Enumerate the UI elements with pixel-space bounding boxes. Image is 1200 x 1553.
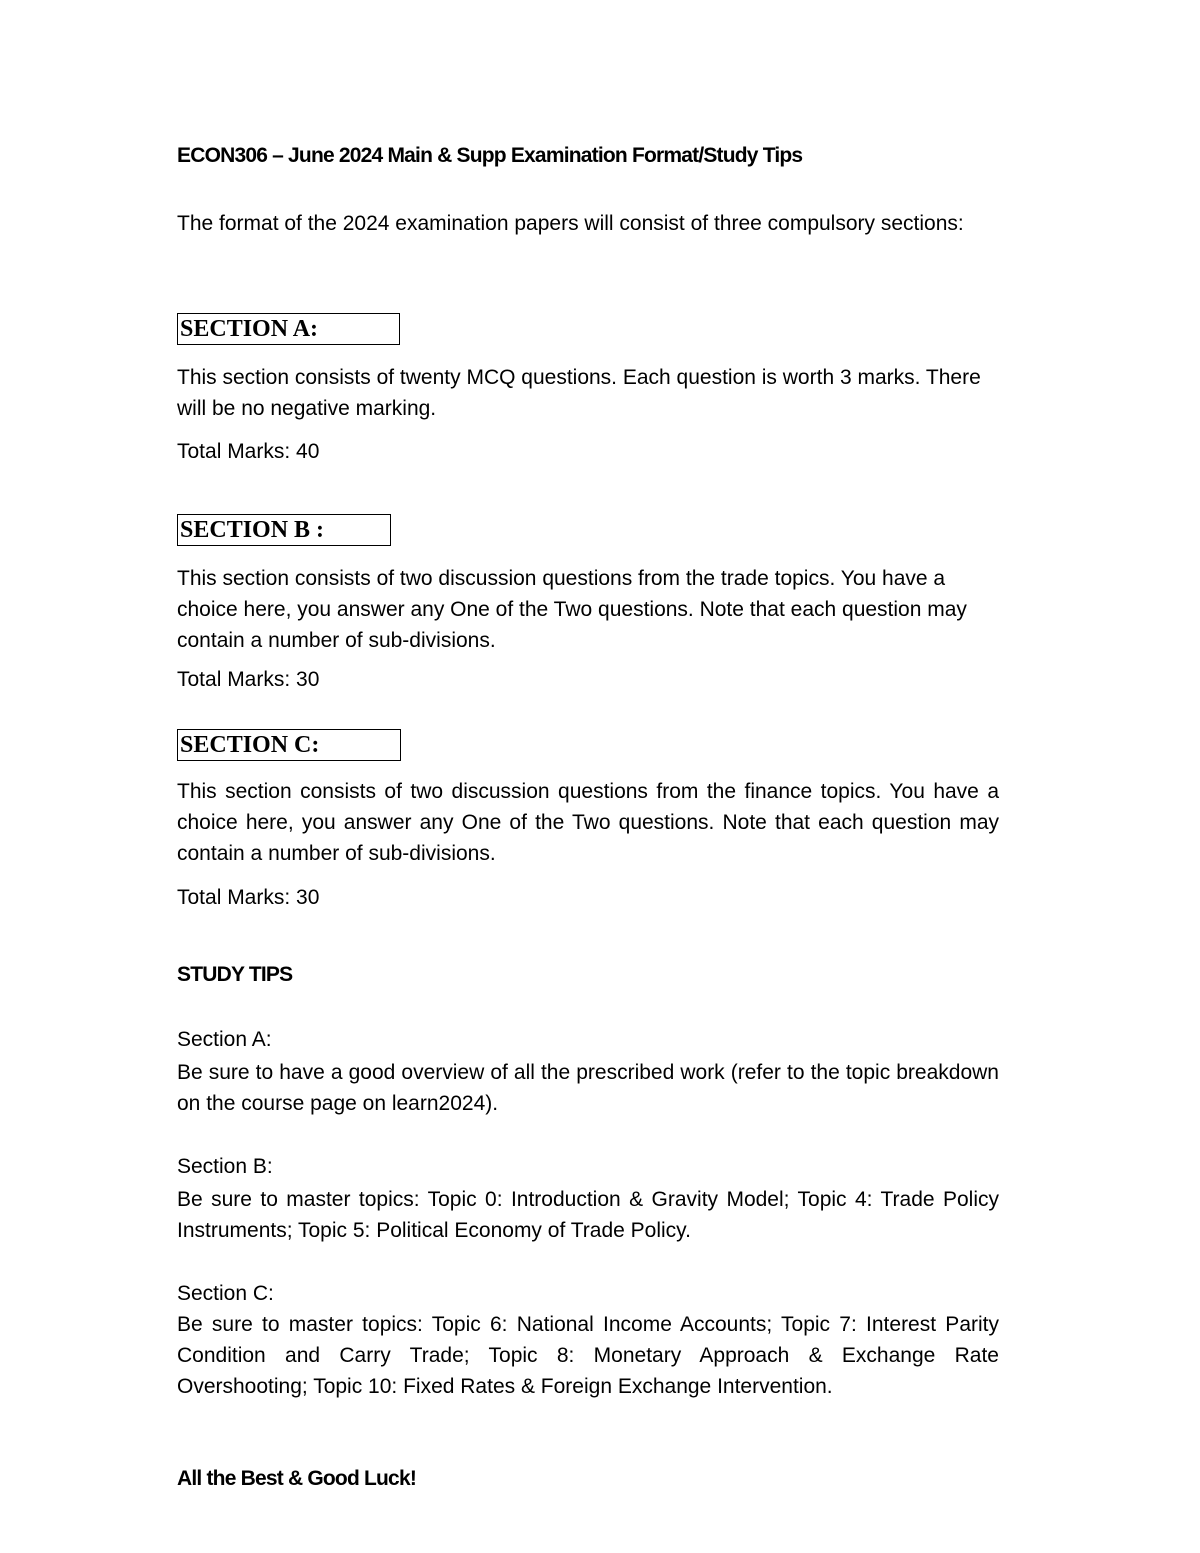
section-a-description: This section consists of twenty MCQ questions. Each question is worth 3 marks. There will be no negative marking. [177, 366, 981, 420]
tip-section-a-text: Be sure to have a good overview of all the prescribed work (refer to the topic breakdown on the course page on learn2024). [177, 1061, 999, 1115]
document-title: ECON306 – June 2024 Main & Supp Examination Format/Study Tips [177, 144, 803, 167]
study-tips-heading: STUDY TIPS [177, 963, 293, 986]
tip-section-c-text: Be sure to master topics: Topic 6: National Income Accounts; Topic 7: Interest Parity Condition and Carry Trade; Topic 8: Monetary Approach & Exchange Rate Overshooting; Topic 10: Fixed Rates & Foreign Exchange Intervention. [177, 1313, 999, 1398]
closing-message: All the Best & Good Luck! [177, 1467, 417, 1490]
tip-section-c-label: Section C: [177, 1282, 274, 1305]
tip-section-b-label: Section B: [177, 1155, 273, 1178]
section-c-total-marks: Total Marks: 30 [177, 886, 320, 909]
section-b-description: This section consists of two discussion questions from the trade topics. You have a choice here, you answer any One of the Two questions. Note that each question may contain a number of sub-divisions. [177, 567, 967, 652]
section-b-total-marks: Total Marks: 30 [177, 668, 320, 691]
section-c-description: This section consists of two discussion questions from the finance topics. You have a choice here, you answer any One of the Two questions. Note that each question may contain a number of sub-divisions. [177, 780, 999, 865]
tip-section-a-label: Section A: [177, 1028, 272, 1051]
tip-section-b-text: Be sure to master topics: Topic 0: Introduction & Gravity Model; Topic 4: Trade Policy Instruments; Topic 5: Political Economy of Trade Policy. [177, 1188, 999, 1242]
section-a-total-marks: Total Marks: 40 [177, 440, 320, 463]
intro-paragraph: The format of the 2024 examination papers will consist of three compulsory sections: [177, 212, 964, 235]
section-b-heading: SECTION B : [177, 514, 391, 546]
section-c-heading: SECTION C: [177, 729, 401, 761]
section-a-heading: SECTION A: [177, 313, 400, 345]
